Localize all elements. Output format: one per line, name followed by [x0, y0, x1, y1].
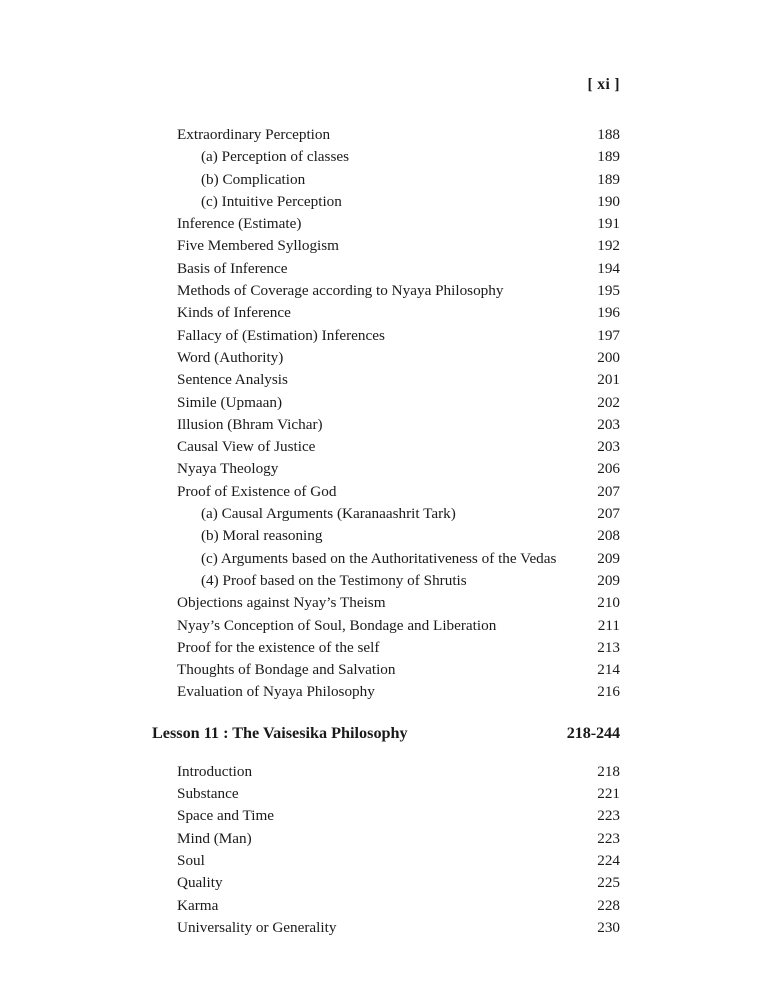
toc-entry-title: (c) Intuitive Perception: [201, 192, 342, 210]
table-of-contents: [152, 124, 620, 939]
toc-entry-title: Soul: [177, 851, 205, 869]
toc-entry-title: Kinds of Inference: [177, 304, 291, 322]
toc-entry-page-number: 188: [597, 126, 620, 143]
toc-entry-page-number: 210: [597, 594, 620, 612]
toc-entry-title: Universality or Generality: [177, 918, 337, 936]
toc-entry-page-number: 200: [597, 348, 620, 366]
toc-entry-title: Quality: [177, 874, 223, 892]
toc-entry-row[interactable]: [152, 392, 620, 414]
toc-entry-page-number: 207: [597, 482, 620, 500]
toc-entry-page-number: 214: [597, 661, 620, 679]
toc-entry-title: Nyay’s Conception of Soul, Bondage and Liberation: [177, 616, 497, 634]
toc-entry-page-number: 201: [597, 371, 620, 389]
toc-entry-title: Fallacy of (Estimation) Inferences: [177, 326, 385, 344]
toc-entry-page-number: 224: [597, 851, 620, 869]
toc-entry-page-number: 197: [597, 326, 620, 344]
lesson-page-range: 218-244: [566, 723, 620, 742]
toc-entry-title: Mind (Man): [177, 829, 252, 847]
toc-entry-title: Proof of Existence of God: [177, 482, 337, 500]
toc-entry-title: Substance: [177, 785, 239, 803]
toc-entry-row[interactable]: [152, 592, 620, 614]
toc-entry-page-number: 230: [597, 918, 620, 936]
toc-entry-page-number: 225: [597, 874, 620, 892]
toc-entry-row[interactable]: [152, 570, 620, 592]
toc-entry-title: (b) Complication: [201, 170, 306, 188]
toc-entry-page-number: 209: [597, 571, 620, 589]
toc-entry-row[interactable]: [152, 850, 620, 872]
toc-entry-row[interactable]: [152, 280, 620, 302]
toc-entry-title: Simile (Upmaan): [177, 393, 283, 411]
toc-entry-page-number: 203: [597, 438, 620, 456]
toc-entry-title: Word (Authority): [177, 348, 284, 366]
toc-entry-title: (c) Arguments based on the Authoritativeness of the Vedas: [201, 549, 557, 567]
toc-entry-row[interactable]: [152, 872, 620, 894]
toc-entry-row[interactable]: [152, 325, 620, 347]
toc-entry-row[interactable]: [152, 917, 620, 939]
toc-entry-title: Inference (Estimate): [177, 215, 302, 233]
toc-entry-page-number: 209: [597, 549, 620, 567]
running-head: [ xi ]: [587, 76, 620, 93]
toc-entry-page-number: 202: [597, 393, 620, 411]
toc-entry-page-number: 189: [597, 148, 620, 166]
toc-entry-row[interactable]: [152, 369, 620, 391]
toc-entry-row[interactable]: [152, 302, 620, 324]
toc-entry-page-number: 228: [597, 896, 620, 914]
toc-entry-title: Thoughts of Bondage and Salvation: [177, 661, 396, 679]
toc-entry-row[interactable]: [152, 414, 620, 436]
toc-entry-title: (b) Moral reasoning: [201, 527, 323, 545]
toc-entry-row[interactable]: [152, 458, 620, 480]
toc-entry-row[interactable]: [152, 659, 620, 681]
toc-entry-row[interactable]: [152, 347, 620, 369]
toc-entry-page-number: 223: [597, 829, 620, 847]
toc-entry-title: Sentence Analysis: [177, 371, 288, 389]
toc-entry-title: Illusion (Bhram Vichar): [177, 415, 323, 433]
toc-entry-row[interactable]: [152, 258, 620, 280]
toc-entry-row[interactable]: [152, 637, 620, 659]
toc-entry-row[interactable]: [152, 548, 620, 570]
toc-entry-page-number: 218: [597, 762, 620, 780]
toc-entry-page-number: 211: [597, 616, 620, 634]
toc-entry-page-number: 190: [597, 192, 620, 210]
toc-entry-row[interactable]: [152, 146, 620, 168]
toc-entry-title: Proof for the existence of the self: [177, 638, 380, 656]
toc-entry-page-number: 191: [597, 215, 620, 233]
toc-entry-page-number: 196: [597, 304, 620, 322]
toc-entry-title: (a) Causal Arguments (Karanaashrit Tark): [201, 505, 456, 523]
toc-entry-page-number: 194: [597, 259, 620, 277]
toc-entry-row[interactable]: [152, 761, 620, 783]
toc-entry-row[interactable]: [152, 481, 620, 503]
toc-entry-title: Extraordinary Perception: [177, 126, 331, 143]
toc-entry-page-number: 213: [597, 638, 620, 656]
toc-entry-row[interactable]: [152, 235, 620, 257]
toc-entry-page-number: 192: [597, 237, 620, 255]
toc-entry-row[interactable]: [152, 525, 620, 547]
toc-entry-title: (4) Proof based on the Testimony of Shrutis: [201, 571, 467, 589]
toc-entry-row[interactable]: [152, 124, 620, 146]
toc-entry-page-number: 221: [597, 785, 620, 803]
toc-entry-page-number: 223: [597, 807, 620, 825]
toc-entry-page-number: 195: [597, 282, 620, 300]
toc-entry-page-number: 207: [597, 505, 620, 523]
toc-entry-row[interactable]: [152, 783, 620, 805]
toc-entry-page-number: 208: [597, 527, 620, 545]
toc-entry-row[interactable]: [152, 828, 620, 850]
toc-entry-row[interactable]: [152, 503, 620, 525]
toc-entry-row[interactable]: [152, 615, 620, 637]
toc-entry-row[interactable]: [152, 191, 620, 213]
toc-entry-row[interactable]: [152, 681, 620, 703]
toc-entry-title: Karma: [177, 896, 219, 914]
toc-entry-title: Space and Time: [177, 807, 275, 825]
toc-entry-row[interactable]: [152, 805, 620, 827]
toc-entry-title: Evaluation of Nyaya Philosophy: [177, 683, 375, 701]
toc-entry-title: Objections against Nyay’s Theism: [177, 594, 386, 612]
toc-entry-title: Introduction: [177, 762, 253, 780]
toc-entry-title: Nyaya Theology: [177, 460, 279, 478]
toc-entry-row[interactable]: [152, 895, 620, 917]
toc-entry-row[interactable]: [152, 436, 620, 458]
toc-entry-title: Basis of Inference: [177, 259, 288, 277]
lesson-heading-title: Lesson 11 : The Vaisesika Philosophy: [152, 723, 408, 742]
lesson-heading-row[interactable]: [152, 722, 620, 744]
toc-entry-page-number: 206: [597, 460, 620, 478]
toc-entry-row[interactable]: [152, 169, 620, 191]
toc-entry-title: Methods of Coverage according to Nyaya Philosophy: [177, 282, 504, 300]
toc-entry-row[interactable]: [152, 213, 620, 235]
toc-entry-page-number: 189: [597, 170, 620, 188]
toc-entry-page-number: 203: [597, 415, 620, 433]
toc-entry-title: Causal View of Justice: [177, 438, 316, 456]
toc-entry-title: (a) Perception of classes: [201, 148, 350, 166]
toc-entry-title: Five Membered Syllogism: [177, 237, 339, 255]
toc-entry-page-number: 216: [597, 683, 620, 701]
